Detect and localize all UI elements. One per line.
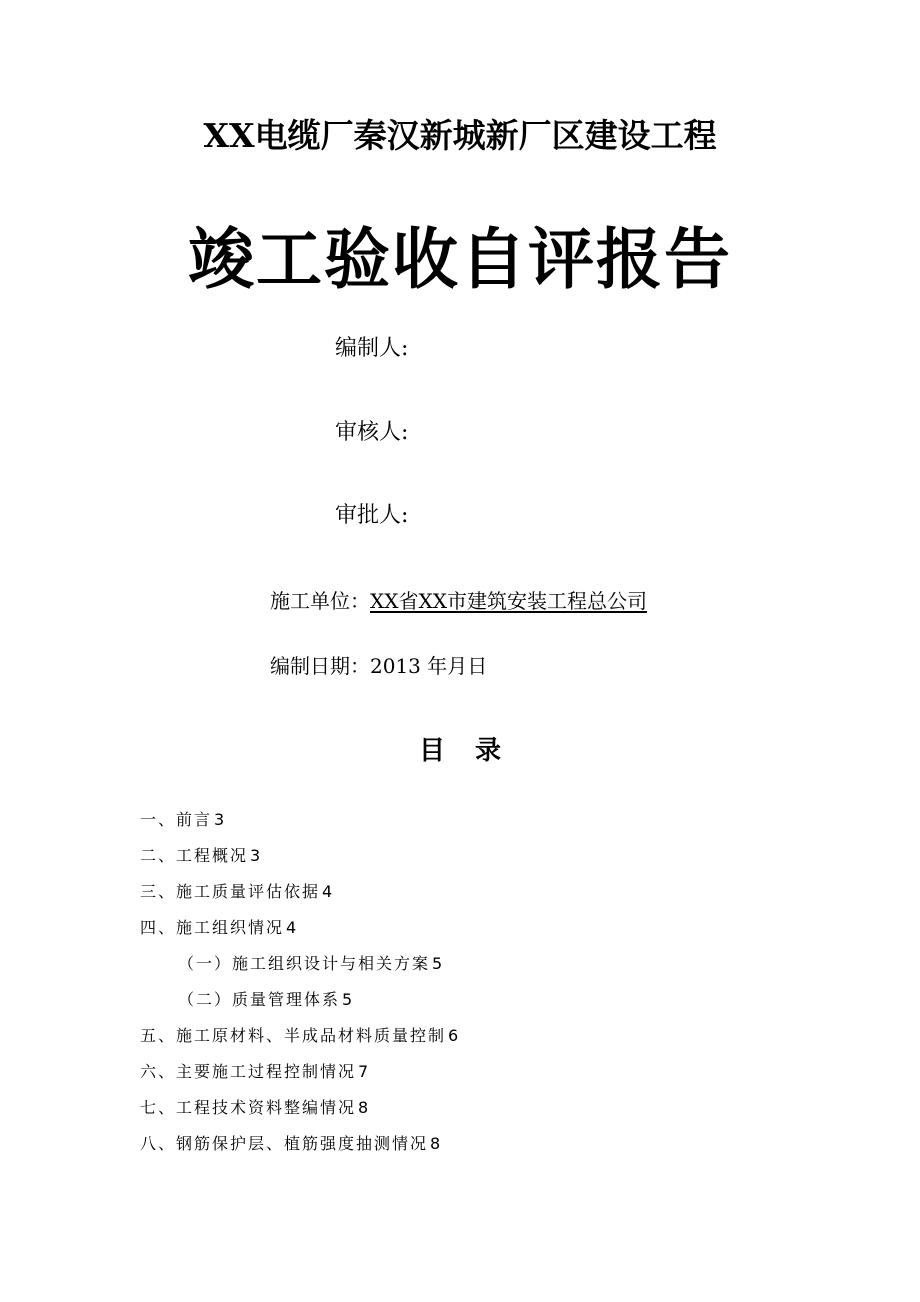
compile-date-value: 2013 年月日 <box>370 654 488 678</box>
toc-item <box>140 1060 368 1084</box>
toc-item-page-number: 6 <box>448 1026 459 1045</box>
toc-title-char: 目 <box>418 736 445 766</box>
toc-item-label: （一）施工组织设计与相关方案 <box>178 954 431 973</box>
report-title: 竣工验收自评报告 <box>188 220 732 298</box>
toc-title-char: 录 <box>475 736 502 766</box>
compile-date-label: 编制日期： <box>270 654 370 678</box>
toc-item-page-number: 4 <box>322 882 333 901</box>
toc-item-label: 七、工程技术资料整编情况 <box>140 1098 357 1117</box>
toc-item <box>178 988 352 1012</box>
toc-item-label: 一、前言 <box>140 810 213 829</box>
construction-unit-label: 施工单位： <box>270 589 370 613</box>
toc-item-label: 八、钢筋保护层、植筋强度抽测情况 <box>140 1134 429 1153</box>
toc-item <box>140 1132 440 1156</box>
project-title: XX电缆厂秦汉新城新厂区建设工程 <box>203 116 717 155</box>
toc-item-page-number: 4 <box>286 918 297 937</box>
toc-item-label: 三、施工质量评估依据 <box>140 882 321 901</box>
toc-item-label: 五、施工原材料、半成品材料质量控制 <box>140 1026 447 1045</box>
toc-item-page-number: 8 <box>430 1134 441 1153</box>
construction-unit-value: XX省XX市建筑安装工程总公司 <box>370 589 647 613</box>
toc-item-label: 二、工程概况 <box>140 846 249 865</box>
toc-item-label: 六、主要施工过程控制情况 <box>140 1062 357 1081</box>
toc-item <box>140 844 260 868</box>
toc-item-page-number: 5 <box>342 990 353 1009</box>
toc-item <box>140 1024 458 1048</box>
compiler-label: 编制人: <box>335 336 409 361</box>
toc-item-page-number: 5 <box>432 954 443 973</box>
toc-item <box>140 1096 368 1120</box>
toc-item <box>178 952 442 976</box>
toc-title <box>0 734 920 768</box>
toc-item-page-number: 8 <box>358 1098 369 1117</box>
construction-unit-row <box>270 586 647 616</box>
toc-item-label: 四、施工组织情况 <box>140 918 285 937</box>
reviewer-label: 审核人: <box>335 420 409 445</box>
toc-item-page-number: 3 <box>250 846 261 865</box>
toc-item-page-number: 7 <box>358 1062 369 1081</box>
toc-item-label: （二）质量管理体系 <box>178 990 341 1009</box>
toc-item <box>140 880 332 904</box>
approver-label: 审批人: <box>335 503 409 528</box>
compile-date-row <box>270 651 487 681</box>
toc-item <box>140 808 224 832</box>
toc-item <box>140 916 296 940</box>
toc-item-page-number: 3 <box>214 810 225 829</box>
